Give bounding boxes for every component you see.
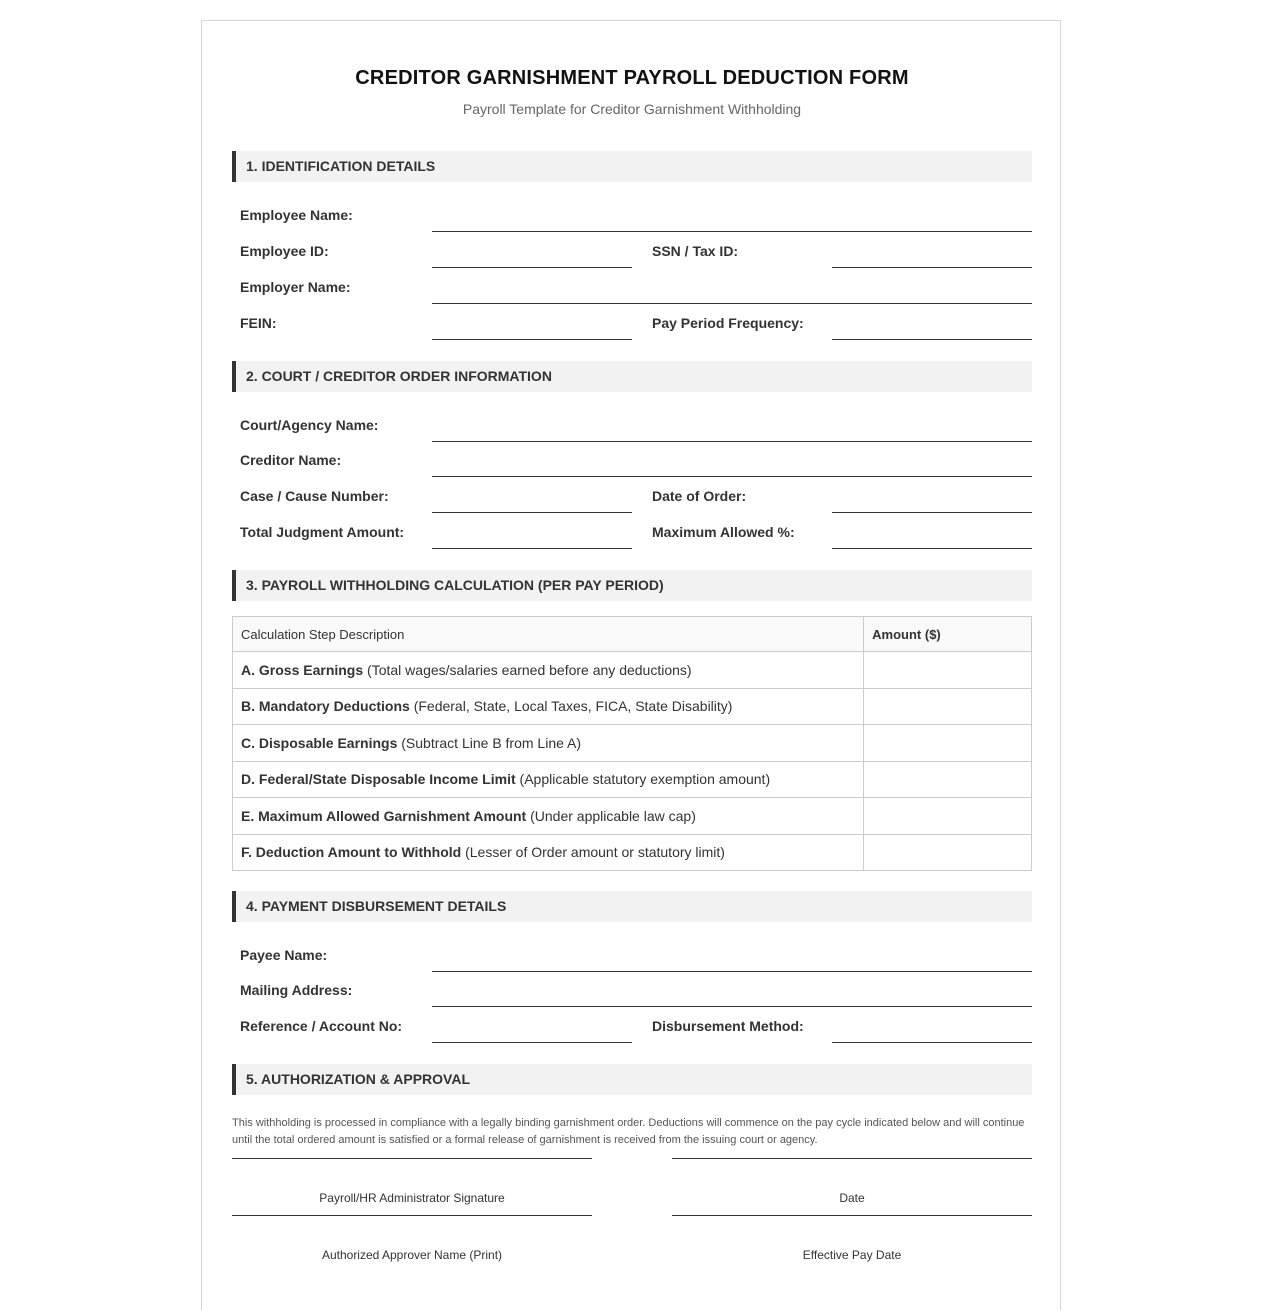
row-label: C. Disposable Earnings xyxy=(241,734,398,751)
fein-label: FEIN: xyxy=(240,315,277,331)
employee-name-label: Employee Name: xyxy=(240,207,353,223)
row-description xyxy=(233,652,864,689)
date-line[interactable] xyxy=(672,1158,1032,1159)
admin-signature-label: Payroll/HR Administrator Signature xyxy=(319,1191,505,1205)
disbursement-method-label: Disbursement Method: xyxy=(652,1018,804,1034)
form-subtitle: Payroll Template for Creditor Garnishment Withholding xyxy=(462,101,802,117)
row-description xyxy=(233,798,864,835)
row-label: A. Gross Earnings xyxy=(241,661,364,678)
table-row xyxy=(233,798,1032,835)
row-label: E. Maximum Allowed Garnishment Amount xyxy=(241,807,527,824)
table-row xyxy=(233,834,1032,871)
section-calculation-heading: 3. PAYROLL WITHHOLDING CALCULATION (PER PAY PERIOD) xyxy=(232,570,1032,601)
row-description xyxy=(233,834,864,871)
row-note: (Total wages/salaries earned before any deductions) xyxy=(367,661,692,678)
reference-field[interactable] xyxy=(432,1042,632,1043)
row-note: (Applicable statutory exemption amount) xyxy=(519,771,771,788)
amount-cell[interactable] xyxy=(864,761,1032,798)
case-number-field[interactable] xyxy=(432,512,632,513)
max-allowed-label: Maximum Allowed %: xyxy=(652,524,795,540)
pay-period-field[interactable] xyxy=(832,339,1032,340)
calculation-table xyxy=(232,616,1032,871)
amount-cell[interactable] xyxy=(864,725,1032,762)
row-label: F. Deduction Amount to Withhold xyxy=(241,844,462,861)
mailing-address-label: Mailing Address: xyxy=(240,982,353,998)
ssn-label: SSN / Tax ID: xyxy=(652,243,739,259)
amount-cell[interactable] xyxy=(864,798,1032,835)
table-row xyxy=(233,761,1032,798)
employer-name-field[interactable] xyxy=(432,303,1032,304)
amount-cell[interactable] xyxy=(864,834,1032,871)
max-allowed-field[interactable] xyxy=(832,548,1032,549)
row-note: (Subtract Line B from Line A) xyxy=(401,734,582,751)
date-of-order-label: Date of Order: xyxy=(652,488,747,504)
employer-name-label: Employer Name: xyxy=(240,279,351,295)
payee-name-label: Payee Name: xyxy=(240,947,328,963)
row-note: (Under applicable law cap) xyxy=(530,807,696,824)
date-of-order-field[interactable] xyxy=(832,512,1032,513)
admin-signature-line[interactable] xyxy=(232,1158,592,1159)
table-row xyxy=(233,652,1032,689)
table-header-row xyxy=(233,617,1032,652)
approver-name-line[interactable] xyxy=(232,1215,592,1216)
effective-date-line[interactable] xyxy=(672,1215,1032,1216)
employee-name-field[interactable] xyxy=(432,231,1032,232)
reference-label: Reference / Account No: xyxy=(240,1018,403,1034)
total-judgment-label: Total Judgment Amount: xyxy=(240,524,405,540)
section-court-heading: 2. COURT / CREDITOR ORDER INFORMATION xyxy=(232,361,1032,392)
pay-period-label: Pay Period Frequency: xyxy=(652,315,804,331)
form-page xyxy=(201,20,1061,1310)
effective-date-label: Effective Pay Date xyxy=(802,1248,902,1262)
row-description xyxy=(233,725,864,762)
creditor-name-label: Creditor Name: xyxy=(240,452,342,468)
payee-name-field[interactable] xyxy=(432,971,1032,972)
disbursement-method-field[interactable] xyxy=(832,1042,1032,1043)
section-identification-heading: 1. IDENTIFICATION DETAILS xyxy=(232,151,1032,182)
table-row xyxy=(233,688,1032,725)
compliance-notice: This withholding is processed in compliance with a legally binding garnishment order. Deductions will commence on the pay cycle indicated below and will continue until the total ordered amount is satisfied or a formal release of garnishment is received from the issuing court or agency. xyxy=(232,1117,1025,1146)
fein-field[interactable] xyxy=(432,339,632,340)
row-description xyxy=(233,761,864,798)
date-label: Date xyxy=(839,1191,865,1205)
case-number-label: Case / Cause Number: xyxy=(240,488,389,504)
ssn-field[interactable] xyxy=(832,267,1032,268)
section-disbursement-heading: 4. PAYMENT DISBURSEMENT DETAILS xyxy=(232,891,1032,922)
court-name-field[interactable] xyxy=(432,441,1032,442)
form-title: CREDITOR GARNISHMENT PAYROLL DEDUCTION FORM xyxy=(355,67,909,89)
row-label: B. Mandatory Deductions xyxy=(241,698,410,715)
column-header-amount: Amount ($) xyxy=(864,617,1032,652)
table-row xyxy=(233,725,1032,762)
column-header-description: Calculation Step Description xyxy=(233,617,864,652)
amount-cell[interactable] xyxy=(864,688,1032,725)
row-note: (Federal, State, Local Taxes, FICA, State Disability) xyxy=(413,698,733,715)
court-name-label: Court/Agency Name: xyxy=(240,417,379,433)
creditor-name-field[interactable] xyxy=(432,476,1032,477)
employee-id-label: Employee ID: xyxy=(240,243,329,259)
row-description xyxy=(233,688,864,725)
approver-name-label: Authorized Approver Name (Print) xyxy=(321,1248,503,1262)
employee-id-field[interactable] xyxy=(432,267,632,268)
row-label: D. Federal/State Disposable Income Limit xyxy=(241,771,516,788)
row-note: (Lesser of Order amount or statutory limit) xyxy=(465,844,725,861)
mailing-address-field[interactable] xyxy=(432,1006,1032,1007)
section-authorization-heading: 5. AUTHORIZATION & APPROVAL xyxy=(232,1064,1032,1095)
amount-cell[interactable] xyxy=(864,652,1032,689)
total-judgment-field[interactable] xyxy=(432,548,632,549)
